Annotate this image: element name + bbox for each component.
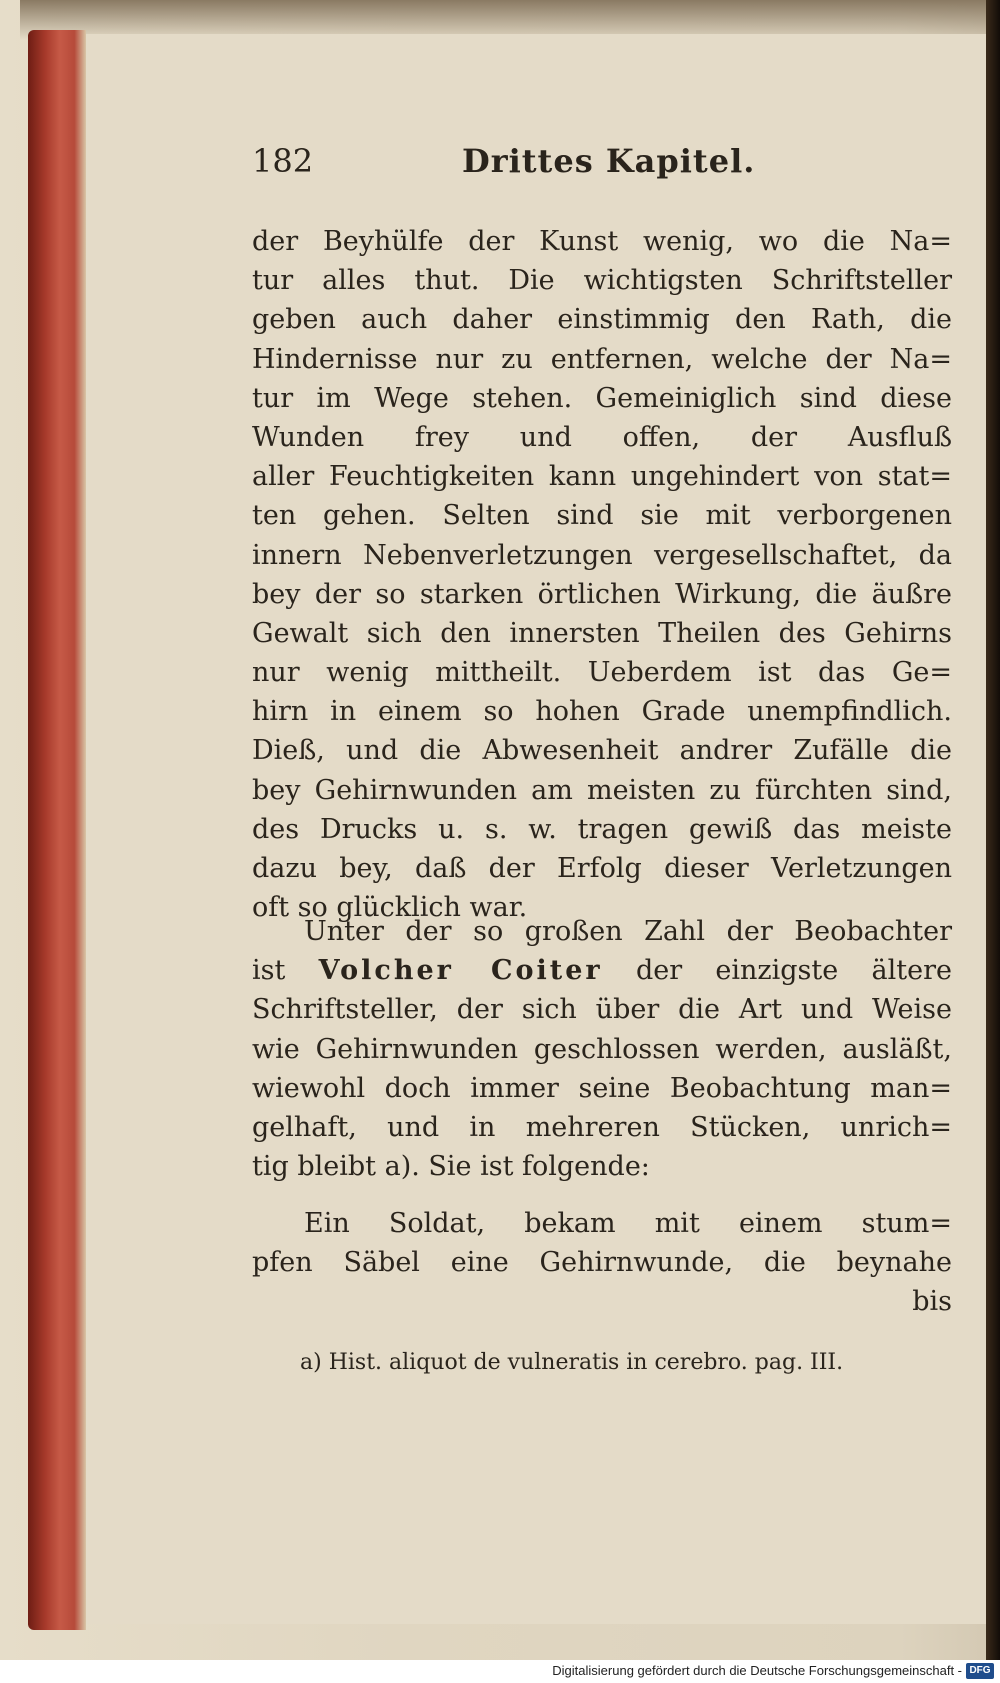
book-spine-edge	[986, 0, 1000, 1660]
text-line: hirn in einem so hohen Grade unempfindlich.	[252, 696, 952, 728]
text-line: pfen Säbel eine Gehirnwunde, die beynahe	[252, 1247, 952, 1279]
text-line: wie Gehirnwunden geschlossen werden, ausläßt,	[252, 1033, 952, 1065]
text-line: tur alles thut. Die wichtigsten Schriftsteller	[252, 265, 952, 297]
text-word: der einzigste ältere	[635, 955, 952, 987]
text-line: Wunden frey und offen, der Ausfluß	[252, 421, 952, 453]
dfg-logo-icon: DFG	[966, 1663, 994, 1679]
text-line: Unter der so großen Zahl der Beobachter	[304, 916, 952, 947]
text-line: Hindernisse nur zu entfernen, welche der Na=	[252, 343, 952, 375]
text-word: ist	[252, 955, 286, 987]
text-line: des Drucks u. s. w. tragen gewiß das meiste	[252, 813, 952, 845]
page-header	[252, 142, 952, 198]
text-line: der Beyhülfe der Kunst wenig, wo die Na=	[252, 226, 952, 257]
red-page-edges	[28, 30, 86, 1630]
text-line: Gewalt sich den innersten Theilen des Gehirns	[252, 617, 952, 649]
digitization-footer	[0, 1660, 1000, 1683]
text-line: nur wenig mittheilt. Ueberdem ist das Ge=	[252, 657, 952, 689]
paragraph-2	[252, 912, 952, 1186]
text-line: dazu bey, daß der Erfolg dieser Verletzungen	[252, 853, 952, 884]
text-line: wiewohl doch immer seine Beobachtung man=	[252, 1072, 952, 1104]
text-line: tig bleibt a). Sie ist folgende:	[252, 1151, 650, 1183]
text-line: aller Feuchtigkeiten kann ungehindert von stat=	[252, 461, 952, 493]
paragraph-1	[252, 222, 952, 927]
text-line: bey Gehirnwunden am meisten zu fürchten sind,	[252, 774, 952, 806]
text-line: geben auch daher einstimmig den Rath, die	[252, 304, 952, 336]
text-line: bey der so starken örtlichen Wirkung, die äußre	[252, 578, 952, 610]
author-name: Volcher Coiter	[318, 955, 603, 987]
text-line: oft so glücklich war.	[252, 892, 528, 924]
text-line: ten gehen. Selten sind sie mit verborgenen	[252, 500, 952, 532]
text-line-with-name	[252, 951, 952, 990]
footnote: a) Hist. aliquot de vulneratis in cerebro. pag. III.	[300, 1350, 844, 1375]
text-line: innern Nebenverletzungen vergesellschaftet, da	[252, 539, 952, 571]
text-line: Dieß, und die Abwesenheit andrer Zufälle die	[252, 735, 952, 767]
digitization-note: Digitalisierung gefördert durch die Deutsche Forschungsgemeinschaft -	[552, 1663, 962, 1678]
running-title: Drittes Kapitel.	[462, 142, 756, 180]
page-number: 182	[252, 142, 314, 180]
paragraph-3	[252, 1204, 952, 1322]
text-line: Schriftsteller, der sich über die Art und Weise	[252, 994, 952, 1026]
text-line: tur im Wege stehen. Gemeiniglich sind diese	[252, 382, 952, 414]
catchword: bis	[912, 1286, 952, 1318]
text-line: Ein Soldat, bekam mit einem stum=	[304, 1208, 952, 1239]
text-line: gelhaft, und in mehreren Stücken, unrich=	[252, 1111, 952, 1143]
